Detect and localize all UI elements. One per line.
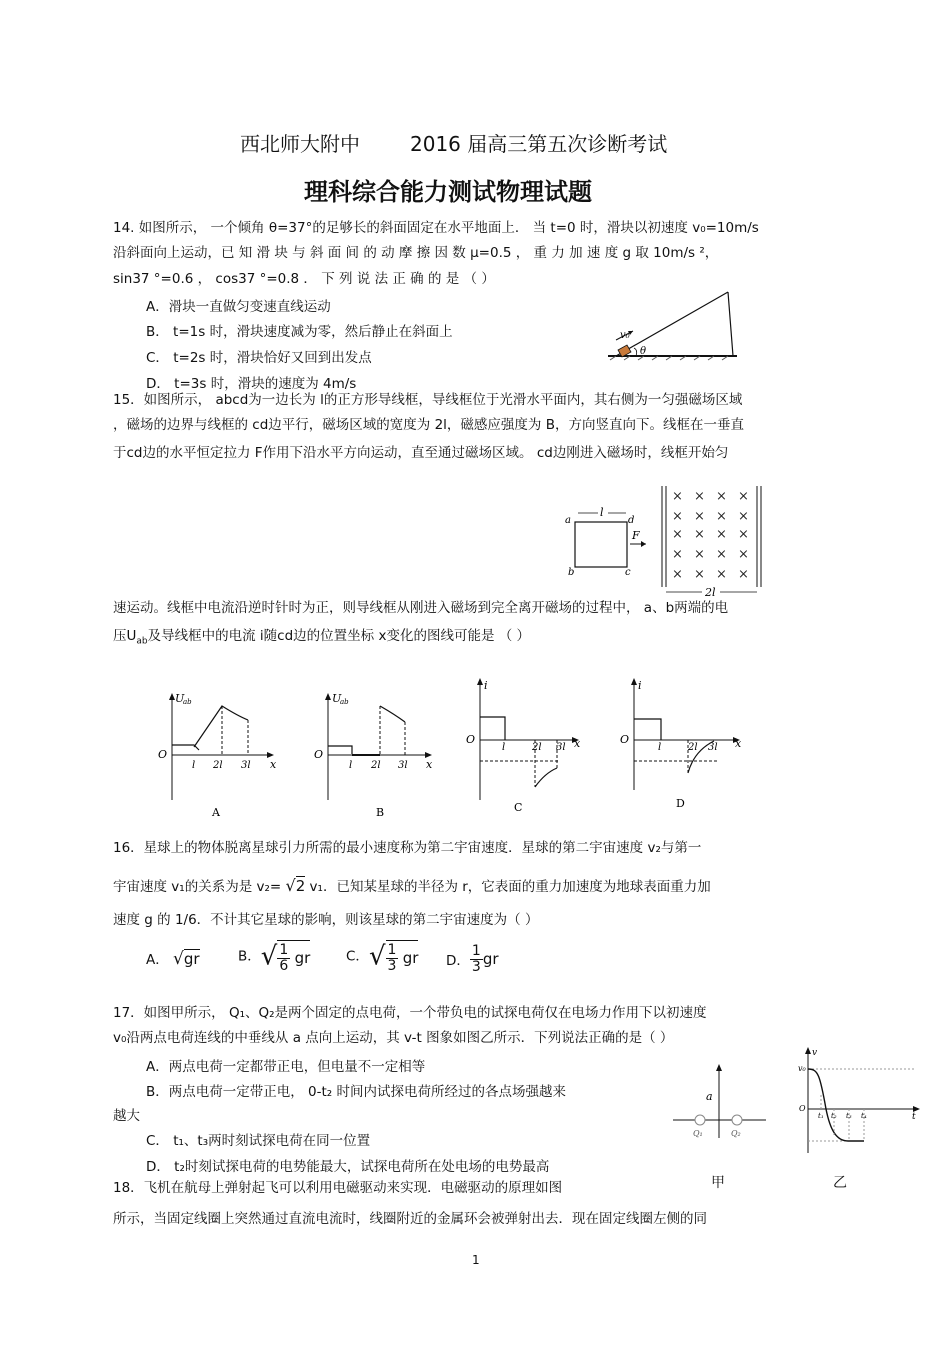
figure-yi (796, 1045, 921, 1157)
q14-option-c: C． t=2s 时，滑块恰好又回到出发点 (146, 350, 372, 366)
exam-title: 2016 届高三第五次诊断考试 (410, 132, 668, 156)
q16-line2 (113, 876, 711, 897)
graph-b-label: B (376, 806, 385, 819)
angle-arc (634, 348, 637, 356)
field-width-label: 2l (705, 586, 716, 599)
field-cross-4-2: × (716, 567, 727, 582)
graph-d-origin: O (620, 733, 630, 746)
q14-option-d: D． t=3s 时，滑块的速度为 4m/s (146, 376, 357, 392)
field-cross-4-3: × (738, 567, 749, 582)
q16-option-a-expr: gr (183, 950, 200, 968)
figure-jia-caption: 甲 (711, 1175, 725, 1191)
yi-t1: t₁ (818, 1112, 824, 1120)
yi-t2: t₂ (831, 1112, 837, 1120)
sqrt-icon: √ (368, 941, 386, 972)
q16-option-d-den: 3 (471, 958, 481, 975)
graph-b-xaxis: x (426, 758, 433, 771)
q15-line3: 于cd边的水平恒定拉力 F作用下沿水平方向运动，直至通过磁场区域。 cd边刚进入磁场时，线框开始匀 (113, 445, 729, 461)
field-cross-1-2: × (716, 509, 727, 524)
graph-c-xaxis: x (574, 737, 581, 750)
q17-option-a: A．两点电荷一定都带正电，但电量不一定相等 (146, 1059, 426, 1075)
field-cross-1-0: × (672, 509, 683, 524)
incline-surface (616, 292, 728, 356)
graph-a-yaxis-sub: ab (183, 698, 192, 706)
q15-line5 (113, 628, 530, 648)
charge-q2 (732, 1115, 742, 1125)
q16-option-b-expr: gr (294, 949, 311, 968)
graph-a (150, 690, 290, 820)
page-number: 1 (472, 1253, 480, 1267)
q15-line2: ，磁场的边界与线框的 cd边平行，磁场区域的宽度为 2l，磁感应强度为 B，方向竖直向下。线框在一垂直 (113, 417, 744, 433)
field-cross-0-2: × (716, 489, 727, 504)
graph-b (310, 690, 450, 820)
q16-line2-start: 宇宙速度 v₁的关系为是 v₂= (113, 879, 286, 895)
graph-c-tick1: l (502, 742, 506, 753)
q14-line3: sin37 °=0.6 ， cos37 °=0.8 ． 下 列 说 法 正 确 的 是 （ ） (113, 271, 495, 287)
yi-t-axis: t (912, 1112, 916, 1122)
q16-line2-end: v₁．已知某星球的半径为 r，它表面的重力加速度为地球表面重力加 (305, 879, 711, 895)
incline-figure (600, 288, 745, 368)
q18-line2: 所示，当固定线圈上突然通过直流电流时，线圈附近的金属环会被弹射出去．现在固定线圈左侧的同 (113, 1211, 707, 1227)
yi-t3: t₃ (846, 1112, 852, 1120)
q16-option-a-letter: A． (146, 952, 169, 968)
field-cross-1-1: × (694, 509, 705, 524)
field-cross-1-3: × (738, 509, 749, 524)
q15-line5-sub: ab (136, 636, 148, 647)
field-cross-2-0: × (672, 527, 683, 542)
q15-line5-start: 压U (113, 628, 137, 644)
figure-yi-caption: 乙 (833, 1175, 847, 1191)
q16-line3: 速度 g 的 1/6．不计其它星球的影响，则该星球的第二宇宙速度为（ ） (113, 912, 539, 928)
corner-d: d (628, 515, 635, 526)
field-cross-2-1: × (694, 527, 705, 542)
field-cross-3-0: × (672, 547, 683, 562)
q16-option-d-num: 1 (471, 943, 481, 959)
graph-d-tick2: 2l (688, 742, 698, 753)
graph-b-tick1: l (349, 760, 353, 771)
force-label: F (632, 529, 640, 542)
q16-option-c-expr: gr (402, 949, 419, 968)
q16-option-c-fraction (386, 943, 399, 973)
yi-t4: t₄ (861, 1112, 867, 1120)
graph-a-xaxis: x (270, 758, 277, 771)
field-cross-2-3: × (738, 527, 749, 542)
q16-option-d (446, 944, 499, 974)
graph-b-tick2: 2l (371, 760, 381, 771)
q18-line1: 18．飞机在航母上弹射起飞可以利用电磁驱动来实现．电磁驱动的原理如图 (113, 1180, 563, 1196)
graph-c-tick3: 3l (556, 742, 566, 753)
figure-jia (668, 1060, 768, 1140)
graph-b-yaxis: U (332, 692, 342, 705)
graph-a-origin: O (158, 748, 168, 761)
vt-curve (808, 1069, 864, 1141)
graph-d-label: D (676, 797, 685, 810)
graph-a-label: A (212, 806, 220, 819)
field-cross-3-2: × (716, 547, 727, 562)
corner-b: b (568, 567, 575, 578)
graph-d-yaxis: i (638, 679, 642, 692)
theta-label: θ (640, 346, 647, 357)
graph-d-tick3: 3l (708, 742, 718, 753)
field-cross-4-1: × (694, 567, 705, 582)
q16-option-c (346, 940, 418, 973)
graph-a-tick2: 2l (213, 760, 223, 771)
page-title: 理科综合能力测试物理试题 (304, 178, 592, 206)
sqrt-icon: √ (173, 949, 184, 969)
magnetic-field-marks (672, 489, 749, 582)
graph-d (618, 675, 753, 815)
field-cross-3-1: × (694, 547, 705, 562)
q16-option-b-fraction (277, 943, 290, 973)
q15-line1: 15．如图所示， abcd为一边长为 l的正方形导线框，导线框位于光滑水平面内，其右侧为一匀强磁场区域 (113, 392, 743, 408)
graph-c-yaxis: i (484, 679, 488, 692)
q17-option-b-cont: 越大 (113, 1108, 140, 1124)
field-cross-2-2: × (716, 527, 727, 542)
q14-option-a: A．滑块一直做匀变速直线运动 (146, 299, 331, 315)
charge-q1 (695, 1115, 705, 1125)
q16-option-d-fraction (470, 944, 483, 974)
graph-c-origin: O (466, 733, 476, 746)
q14-line1: 14. 如图所示， 一个倾角 θ=37°的足够长的斜面固定在水平地面上． 当 t=0 时，滑块以初速度 v₀=10m/s (113, 220, 759, 236)
corner-c: c (625, 567, 631, 578)
q16-line1: 16．星球上的物体脱离星球引力所需的最小速度称为第二宇宙速度．星球的第二宇宙速度 v₂与第一 (113, 840, 702, 856)
q15-line4: 速运动。线框中电流沿逆时针时为正，则导线框从刚进入磁场到完全离开磁场的过程中， a、b两端的电 (113, 600, 729, 616)
school-name: 西北师大附中 (240, 132, 360, 156)
point-a-label: a (706, 1090, 713, 1103)
q16-option-a (146, 948, 200, 969)
q16-option-d-expr: gr (482, 950, 499, 969)
sqrt-icon: √ (260, 941, 278, 972)
q17-option-b: B．两点电荷一定带正电， 0-t₂ 时间内试探电荷所经过的各点场强越来 (146, 1084, 567, 1100)
sqrt-icon: √ (285, 876, 296, 895)
q17-line2: v₀沿两点电荷连线的中垂线从 a 点向上运动，其 v-t 图象如图乙所示．下列说法正确的是（ ） (113, 1030, 674, 1046)
side-length-label: l (600, 506, 604, 519)
q16-option-c-letter: C． (346, 948, 369, 965)
field-cross-0-3: × (738, 489, 749, 504)
q16-option-b (238, 940, 310, 973)
graph-d-tick1: l (658, 742, 662, 753)
graph-a-tick3: 3l (241, 760, 251, 771)
graph-a-yaxis: U (175, 692, 185, 705)
q16-option-b-num: 1 (279, 942, 289, 958)
q16-option-b-letter: B． (238, 948, 261, 965)
incline-side (728, 292, 733, 356)
graph-c-label: C (514, 801, 523, 814)
q15-line5-rest: 及导线框中的电流 i随cd边的位置坐标 x变化的图线可能是 （ ） (147, 628, 531, 644)
yi-v-axis: v (812, 1048, 818, 1058)
q16-option-c-num: 1 (387, 942, 397, 958)
q16-option-b-den: 6 (279, 957, 289, 974)
yi-origin: O (799, 1104, 806, 1113)
field-cross-4-0: × (672, 567, 683, 582)
graph-c (460, 675, 595, 815)
sqrt2-value: 2 (295, 877, 306, 895)
corner-a: a (565, 515, 571, 526)
graph-d-xaxis: x (735, 737, 742, 750)
coil-field-figure (560, 482, 770, 602)
graph-b-tick3: 3l (398, 760, 408, 771)
field-cross-3-3: × (738, 547, 749, 562)
q16-option-c-den: 3 (387, 957, 397, 974)
q2-label: Q₂ (731, 1129, 741, 1138)
field-cross-0-1: × (694, 489, 705, 504)
q16-option-d-letter: D． (446, 953, 470, 970)
q17-option-d: D． t₂时刻试探电荷的电势能最大，试探电荷所在处电场的电势最高 (146, 1159, 550, 1175)
graph-b-yaxis-sub: ab (340, 698, 349, 706)
graph-a-tick1: l (192, 760, 196, 771)
square-loop (575, 522, 627, 567)
yi-v0: v₀ (798, 1064, 806, 1073)
v0-label: v₀ (620, 330, 630, 341)
q17-line1: 17．如图甲所示， Q₁、Q₂是两个固定的点电荷，一个带负电的试探电荷仅在电场力作用下以初速度 (113, 1005, 707, 1021)
q14-option-b: B． t=1s 时，滑块速度减为零，然后静止在斜面上 (146, 324, 453, 340)
field-cross-0-0: × (672, 489, 683, 504)
q1-label: Q₁ (693, 1129, 703, 1138)
q17-option-c: C． t₁、t₃两时刻试探电荷在同一位置 (146, 1133, 371, 1149)
q14-line2: 沿斜面向上运动，已 知 滑 块 与 斜 面 间 的 动 摩 擦 因 数 μ=0.5 ， 重 力 加 速 度 g 取 10m/s ²， (113, 245, 719, 261)
graph-b-origin: O (314, 748, 324, 761)
graph-c-tick2: 2l (532, 742, 542, 753)
